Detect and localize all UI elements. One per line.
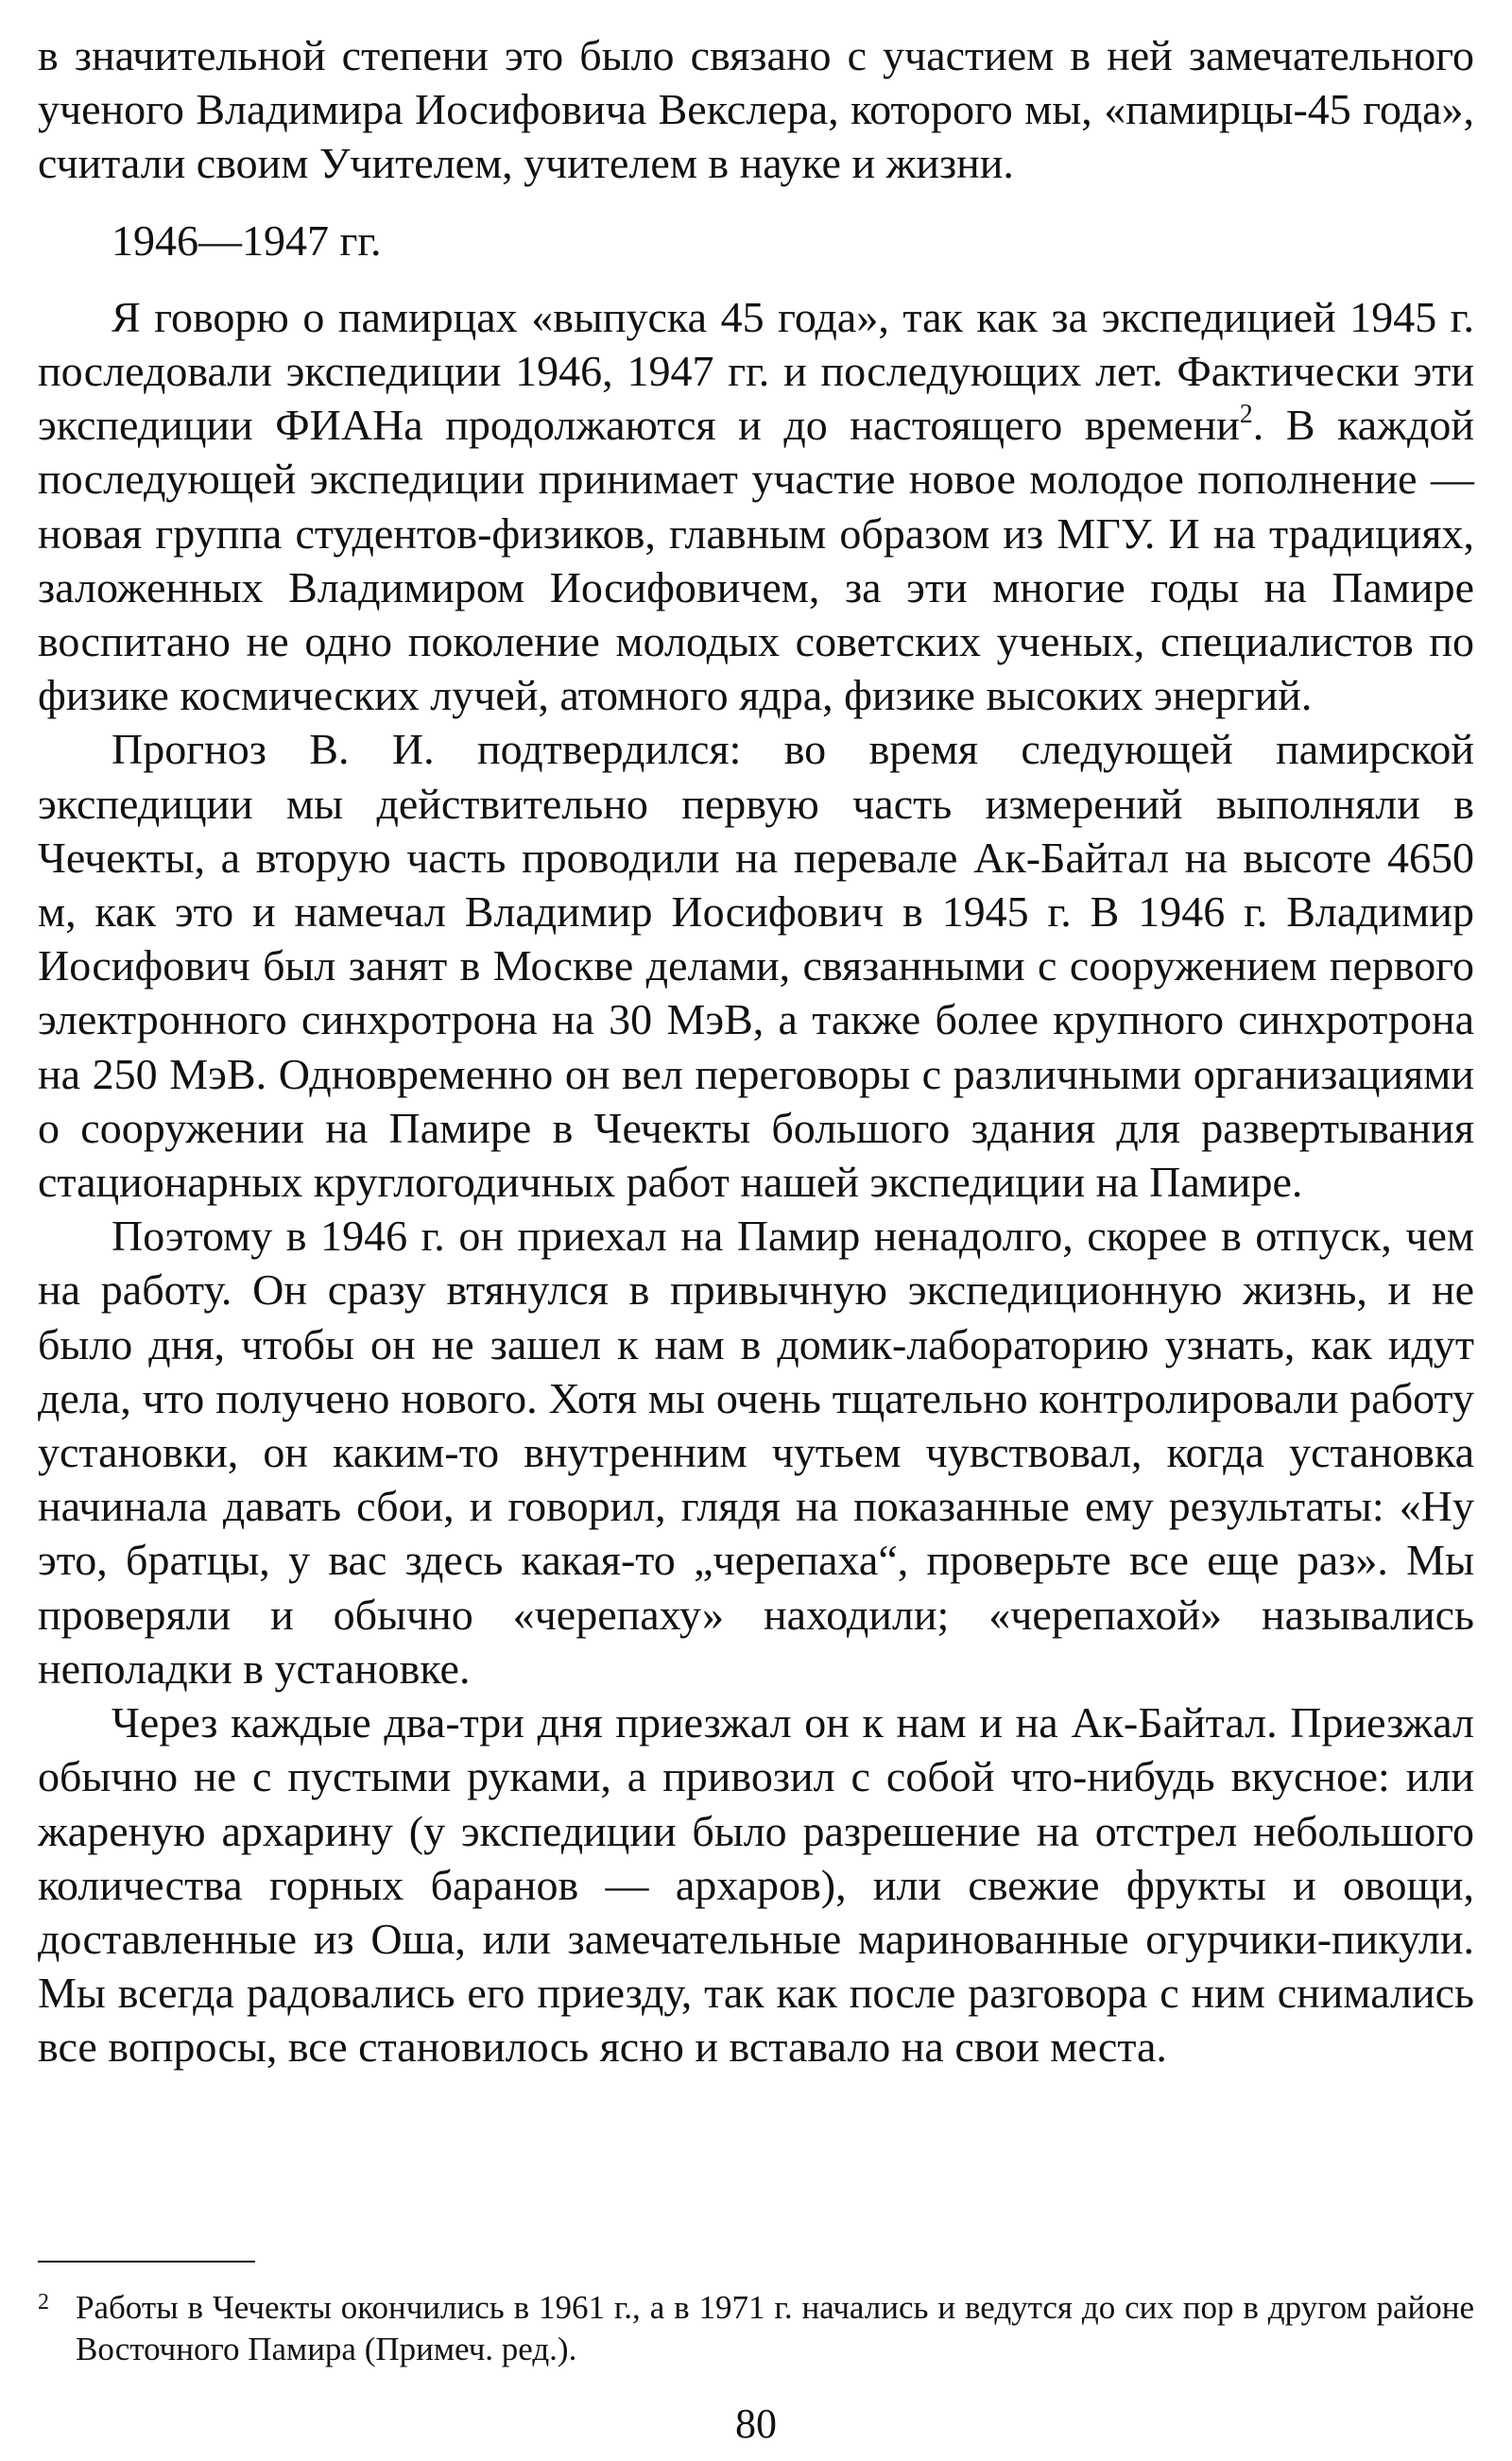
paragraph-expeditions-text-2: . В каждой последующей экспедиции принимает участие новое молодое пополнение — новая группа студентов-физиков, главным образом из МГУ. И на традициях, заложенных Владимиром Иосифовичем, за эти многие годы на Памире воспитано не одно поколение молодых советских ученых, специалистов по физике космических лучей, атомного ядра, физике высоких энергий. [38, 401, 1474, 720]
footnote-divider [38, 2261, 255, 2263]
book-page [38, 28, 1474, 2448]
paragraph-expeditions-text-1: Я говорю о памирцах «выпуска 45 года», так как за экспедицией 1945 г. последовали экспедиции 1946, 1947 гг. и последующих лет. Фактически эти экспедиции ФИАНа продолжаются и до настоящего времени [38, 292, 1474, 450]
paragraph-expeditions [38, 290, 1474, 723]
section-heading: 1946—1947 гг. [112, 215, 382, 265]
intro-paragraph: в значительной степени это было связано с участием в ней замечательного ученого Владимира Иосифовича Векслера, которого мы, «памирцы-45 года», считали своим Учителем, учителем в науке и жизни. [38, 31, 1474, 188]
paragraph-vacation: Поэтому в 1946 г. он приехал на Памир ненадолго, скорее в отпуск, чем на работу. Он сразу втянулся в привычную экспедиционную жизнь, и не было дня, чтобы он не зашел к нам в домик-лабораторию узнать, как идут дела, что получено нового. Хотя мы очень тщательно контролировали работу установки, он каким-то внутренним чутьем чувствовал, когда установка начинала давать сбои, и говорил, глядя на показанные ему результаты: «Ну это, братцы, у вас здесь какая-то „черепаха“, проверьте все еще раз». Мы проверяли и обычно «черепаху» находили; «черепахой» назывались неполадки в установке. [38, 1212, 1474, 1693]
footnote-text: Работы в Чечекты окончились в 1961 г., а в 1971 г. начались и ведутся до сих пор в другом районе Восточного Памира (Примеч. ред.). [76, 2289, 1474, 2367]
footnote-reference[interactable]: 2 [1239, 400, 1253, 430]
footnote-marker: 2 [38, 2290, 49, 2315]
footnote [38, 2287, 1474, 2370]
page-number: 80 [735, 2401, 777, 2447]
paragraph-visits: Через каждые два-три дня приезжал он к нам и на Ак-Байтал. Приезжал обычно не с пустыми руками, а привозил с собой что-нибудь вкусное: или жареную архарину (у экспедиции было разрешение на отстрел небольшого количества горных баранов — архаров), или свежие фрукты и овощи, доставленные из Оша, или замечательные маринованные огурчики-пикули. Мы всегда радовались его приезду, так как после разговора с ним снимались все вопросы, все становилось ясно и вставало на свои места. [38, 1698, 1474, 2072]
paragraph-forecast: Прогноз В. И. подтвердился: во время следующей памирской экспедиции мы действительно первую часть измерений выполняли в Чечекты, а вторую часть проводили на перевале Ак-Байтал на высоте 4650 м, как это и намечал Владимир Иосифович в 1945 г. В 1946 г. Владимир Иосифович был занят в Москве делами, связанными с сооружением первого электронного синхротрона на 30 МэВ, а также более крупного синхротрона на 250 МэВ. Одновременно он вел переговоры с различными организациями о сооружении на Памире в Чечекты большого здания для развертывания стационарных круглогодичных работ нашей экспедиции на Памире. [38, 725, 1474, 1207]
